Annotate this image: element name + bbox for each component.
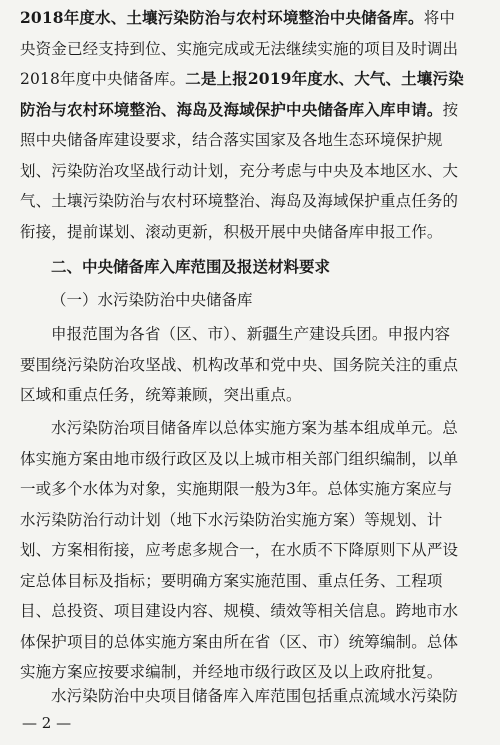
bold-phrase: 防治与农村环境整治、海岛及海域保护中央储备库入库申请。 <box>20 99 443 119</box>
paragraph-1-line-8: 衔接，提前谋划、滚动更新，积极开展中央储备库申报工作。 <box>20 222 443 241</box>
subsection-heading: （一）水污染防治中央储备库 <box>51 291 253 309</box>
section-heading: 二、中央储备库入库范围及报送材料要求 <box>51 258 331 276</box>
paragraph-1-line-2: 央资金已经支持到位、实施完成或无法继续实施的项目及时调出 <box>20 39 459 58</box>
paragraph-2-line-1: 申报范围为各省（区、市）、新疆生产建设兵团。申报内容 <box>51 325 451 343</box>
paragraph-3-line-7: 目、总投资、项目建设内容、规模、绩效等相关信息。跨地市水 <box>20 602 459 620</box>
bold-phrase: 二是上报2019年度水、大气、土壤污染 <box>185 69 464 88</box>
page-number: — 2 — <box>22 714 72 732</box>
paragraph-1-line-3 <box>20 64 483 95</box>
paragraph-1-line-6: 划、污染防治攻坚战行动计划，充分考虑与中央及本地区水、大 <box>20 161 459 180</box>
paragraph-3-line-8: 体保护项目的总体实施方案由所在省（区、市）统筹编制。总体 <box>20 632 459 651</box>
paragraph-1-line-5: 照中央储备库建设要求，结合落实国家及各地生态环境保护规 <box>20 131 443 149</box>
paragraph-4 <box>20 681 483 712</box>
text-span: 将中 <box>423 9 456 27</box>
paragraph-1-line-1 <box>20 3 483 34</box>
paragraph-3-line-1: 水污染防治项目储备库以总体实施方案为基本组成单元。总 <box>51 419 458 437</box>
paragraph-1 <box>20 3 483 247</box>
paragraph-3-line-6: 定总体目标及指标；要明确方案实施范围、重点任务、工程项 <box>20 571 443 590</box>
paragraph-3-line-5: 划、方案相衔接，应考虑多规合一，在水质不下降原则下从严设 <box>20 541 459 559</box>
paragraph-2-line-3: 区域和重点任务，统筹兼顾，突出重点。 <box>20 386 302 404</box>
text-span: 按 <box>442 100 459 119</box>
paragraph-3-line-3: 一或多个水体为对象，实施期限一般为3年。总体实施方案应与 <box>20 480 453 498</box>
paragraph-1-line-7: 气、土壤污染防治与农村环境整治、海岛及海域保护重点任务的 <box>20 192 459 210</box>
paragraph-4-line-1: 水污染防治中央项目储备库入库范围包括重点流域水污染防 <box>51 687 458 705</box>
paragraph-3-line-4: 水污染防治行动计划（地下水污染防治实施方案）等规划、计 <box>20 510 443 529</box>
paragraph-3 <box>20 413 483 688</box>
text-span: 2018年度中央储备库。 <box>20 70 186 88</box>
bold-phrase: 2018年度水、土壤污染防治与农村环境整治中央储备库。 <box>20 8 424 27</box>
paragraph-2-line-2: 要围绕污染防治攻坚战、机构改革和党中央、国务院关注的重点 <box>20 355 459 374</box>
paragraph-3-line-9: 实施方案应按要求编制，并经地市级行政区及以上政府批复。 <box>20 663 443 681</box>
paragraph-3-line-2: 体实施方案由地市级行政区及以上城市相关部门组织编制，以单 <box>20 449 459 468</box>
paragraph-2 <box>20 319 483 411</box>
paragraph-1-line-4 <box>20 95 483 126</box>
